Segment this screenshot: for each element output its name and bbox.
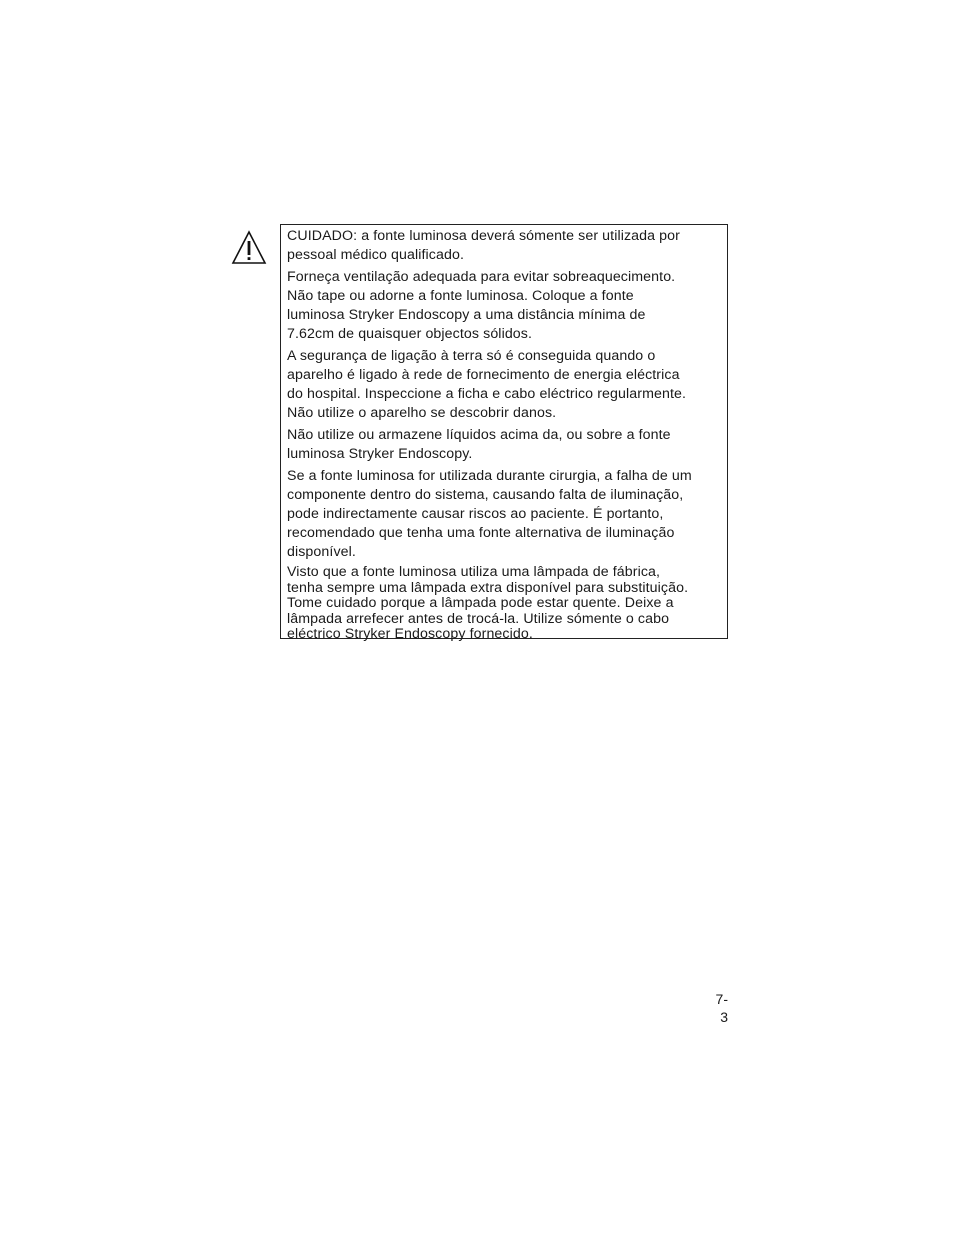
caution-line: do hospital. Inspeccione a ficha e cabo eléctrico regularmente. bbox=[287, 386, 687, 402]
caution-line: eléctrico Stryker Endoscopy fornecido. bbox=[287, 626, 533, 643]
caution-line: aparelho é ligado à rede de fornecimento de energia eléctrica bbox=[287, 367, 680, 383]
caution-line: Não tape ou adorne a fonte luminosa. Coloque a fonte bbox=[287, 288, 634, 304]
caution-line: Visto que a fonte luminosa utiliza uma lâmpada de fábrica, bbox=[287, 564, 661, 580]
caution-line: recomendado que tenha uma fonte alternativa de iluminação bbox=[287, 525, 675, 541]
caution-line: Não utilize ou armazene líquidos acima da, ou sobre a fonte bbox=[287, 427, 671, 443]
caution-line: pessoal médico qualificado. bbox=[287, 247, 464, 263]
caution-paragraph-1 bbox=[287, 227, 721, 265]
caution-line: CUIDADO: a fonte luminosa deverá sómente ser utilizada por bbox=[287, 228, 680, 244]
caution-line: Se a fonte luminosa for utilizada durante cirurgia, a falha de um bbox=[287, 468, 692, 484]
caution-line: tenha sempre uma lâmpada extra disponível para substituição. bbox=[287, 579, 689, 596]
caution-paragraph-3 bbox=[287, 347, 721, 423]
caution-line: Tome cuidado porque a lâmpada pode estar quente. Deixe a bbox=[287, 595, 674, 612]
caution-paragraph-2 bbox=[287, 268, 721, 344]
caution-line: componente dentro do sistema, causando falta de iluminação, bbox=[287, 487, 684, 503]
page-number: 7-3 bbox=[715, 991, 728, 1025]
caution-line: disponível. bbox=[287, 544, 356, 560]
caution-line: pode indirectamente causar riscos ao paciente. É portanto, bbox=[287, 506, 664, 522]
caution-paragraph-4 bbox=[287, 426, 721, 464]
caution-box bbox=[280, 224, 728, 643]
caution-paragraph-5 bbox=[287, 467, 721, 562]
caution-line: luminosa Stryker Endoscopy. bbox=[287, 446, 473, 462]
caution-line: Forneça ventilação adequada para evitar sobreaquecimento. bbox=[287, 269, 676, 285]
caution-line: luminosa Stryker Endoscopy a uma distância mínima de bbox=[287, 307, 646, 323]
caution-line: lâmpada arrefecer antes de trocá-la. Utilize sómente o cabo bbox=[287, 610, 670, 627]
caution-line: 7.62cm de quaisquer objectos sólidos. bbox=[287, 326, 533, 342]
caution-paragraph-6 bbox=[287, 565, 721, 643]
caution-line: A segurança de ligação à terra só é conseguida quando o bbox=[287, 348, 656, 364]
warning-triangle-icon bbox=[231, 230, 267, 266]
caution-line: Não utilize o aparelho se descobrir danos. bbox=[287, 405, 557, 421]
